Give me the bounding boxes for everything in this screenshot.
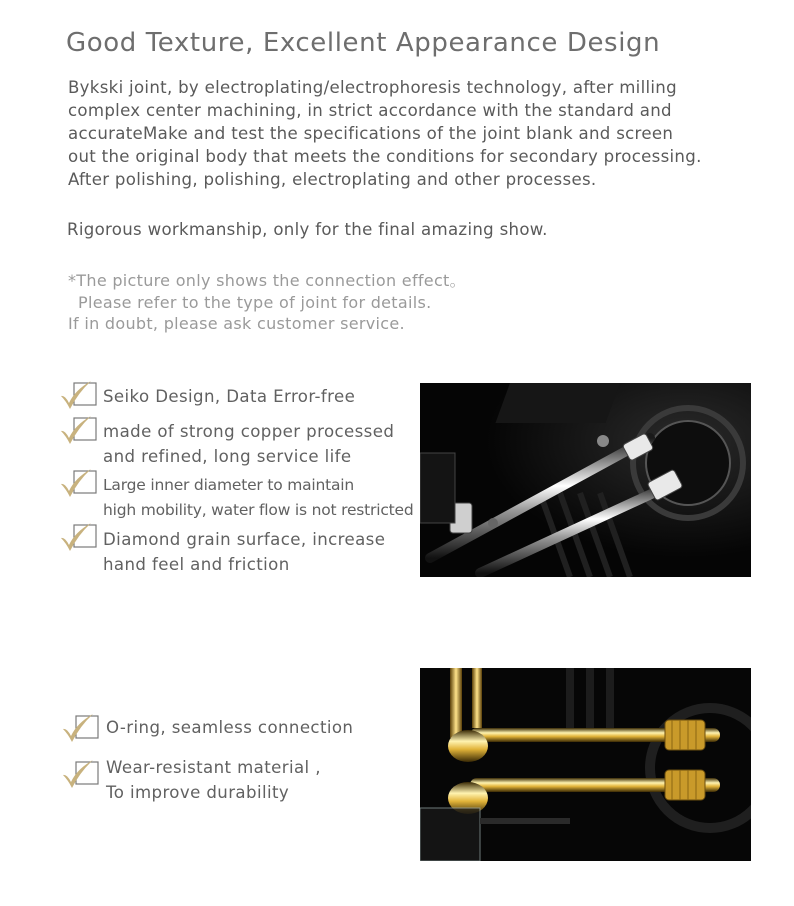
checkbox-checked-icon: [60, 758, 100, 790]
paragraph-line: out the original body that meets the conditions for secondary processing.: [68, 147, 702, 166]
paragraph-line: complex center machining, in strict accordance with the standard and: [68, 101, 672, 120]
feature-item: [103, 473, 414, 523]
disclaimer-note: [68, 270, 466, 335]
feature-text: and refined, long service life: [103, 447, 352, 466]
feature-text: Seiko Design, Data Error-free: [103, 387, 356, 406]
feature-item: [103, 527, 385, 577]
gold-fitting-photo: [420, 668, 751, 861]
chrome-fitting-photo: [420, 383, 751, 577]
feature-item: [106, 755, 321, 805]
feature-text: high mobility, water flow is not restricted: [103, 501, 414, 519]
workmanship-statement: Rigorous workmanship, only for the final amazing show.: [67, 220, 548, 239]
feature-item: [106, 715, 353, 740]
paragraph-line: After polishing, polishing, electroplating and other processes.: [68, 170, 597, 189]
feature-text: made of strong copper processed: [103, 422, 395, 441]
checkbox-checked-icon: [58, 379, 98, 411]
description-paragraph: [68, 76, 702, 191]
feature-text: To improve durability: [106, 783, 290, 802]
checkbox-checked-icon: [58, 467, 98, 499]
feature-text: Large inner diameter to maintain: [103, 476, 355, 494]
feature-item: [103, 384, 355, 409]
paragraph-line: accurateMake and test the specifications of the joint blank and screen: [68, 124, 674, 143]
checkbox-checked-icon: [58, 521, 98, 553]
checkbox-checked-icon: [60, 712, 100, 744]
note-line: Please refer to the type of joint for details.: [78, 292, 432, 312]
feature-text: O-ring, seamless connection: [106, 718, 354, 737]
feature-text: Wear-resistant material ,: [106, 758, 321, 777]
paragraph-line: Bykski joint, by electroplating/electrophoresis technology, after milling: [68, 78, 677, 97]
feature-text: Diamond grain surface, increase: [103, 530, 386, 549]
note-line: If in doubt, please ask customer service.: [68, 314, 405, 333]
note-line: *The picture only shows the connection effect。: [68, 271, 466, 290]
feature-item: [103, 419, 394, 469]
page-title: Good Texture, Excellent Appearance Design: [66, 28, 661, 58]
checkbox-checked-icon: [58, 414, 98, 446]
feature-text: hand feel and friction: [103, 555, 290, 574]
